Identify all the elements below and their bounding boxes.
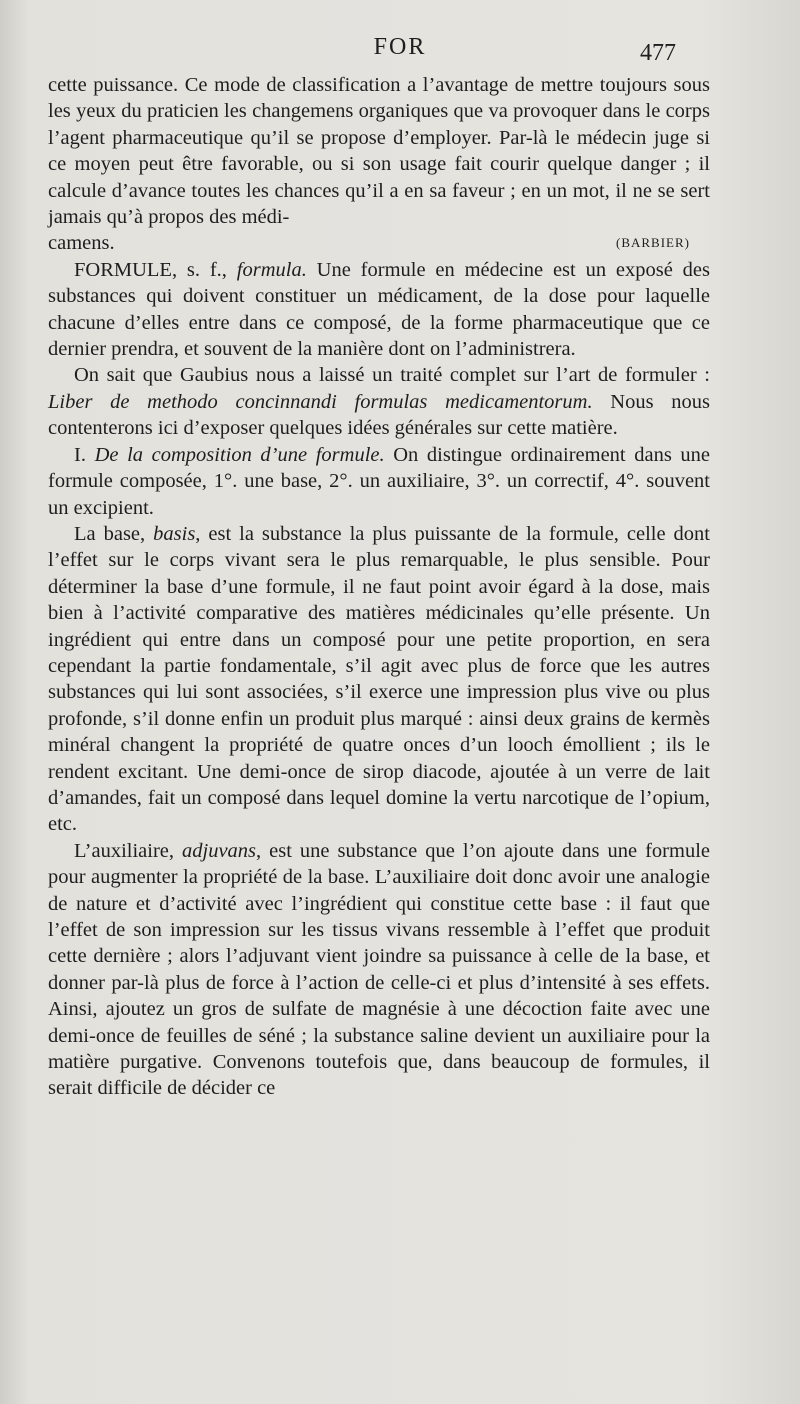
gaubius-book-title: Liber de methodo concinnandi formulas medicamentorum.: [48, 390, 593, 413]
running-head: FOR: [373, 34, 427, 60]
continuation-last-word: camens.: [48, 232, 115, 255]
entry-latin: formula.: [236, 258, 307, 281]
base-text-start: La base,: [74, 522, 154, 545]
continuation-text: cette puissance. Ce mode de classification a l’avantage de mettre toujours sous les yeux du praticien les changemens organiques que va provoquer dans le corps l’agent pharmaceutique qu’il se propose d’employer. Par-là le médecin juge si ce moyen peut être favorable, ou si son usage fait courir quelque danger ; il calcule d’avance toutes les chances qu’il a en sa faveur ; en un mot, il ne se sert jamais qu’à propos des médi-: [48, 74, 710, 229]
auxiliaire-text-start: L’auxiliaire,: [74, 839, 182, 862]
paragraph-formule: [48, 257, 710, 363]
auxiliaire-latin: adjuvans: [182, 839, 257, 862]
page-number: 477: [640, 40, 676, 66]
paragraph-base: [48, 521, 710, 838]
attribution-line: [48, 230, 710, 256]
base-latin: basis: [153, 522, 196, 545]
gaubius-text-end: Nous nous contenterons ici d’exposer quelques idées générales sur cette matière.: [48, 390, 710, 440]
gaubius-text: On sait que Gaubius nous a laissé un traité complet sur l’art de formuler :: [74, 364, 710, 387]
page-body: [48, 72, 710, 1102]
paragraph-continuation: [48, 72, 710, 230]
author-attribution: (BARBIER): [616, 235, 690, 251]
base-text: , est la substance la plus puissante de la formule, celle dont l’effet sur le corps vivant sera le plus remarquable, le plus sensible. Pour déterminer la base d’une formule, il ne faut point avoir égard à la dose, mais bien à l’activité comparative des matières médicinales qu’elle présente. Un ingrédient qui entre dans un composé pour une petite proportion, en sera cependant la partie fondamentale, s’il agit avec plus de force que les autres substances qui lui sont associées, s’il exerce une impression plus vive ou plus profonde, s’il donne enfin un produit plus marqué : ainsi deux grains de kermès minéral changent la propriété de quatre onces d’un looch émollient ; ils le rendent excitant. Une demi-once de sirop diacode, ajoutée à un verre de lait d’amandes, fait un composé dans lequel domine la vertu narcotique de l’opium, etc.: [48, 522, 711, 836]
entry-definition: Une formule en médecine est un exposé des substances qui doivent constituer un médicament, de la dose pour laquelle chacune d’elles entre dans ce composé, de la forme pharmaceutique que ce dernier prendra, et souvent de la manière dont on l’administrera.: [48, 258, 710, 361]
section-title: De la composition d’une formule.: [94, 443, 385, 466]
paragraph-section-one: [48, 442, 710, 521]
section-number: I.: [74, 443, 95, 466]
auxiliaire-text: , est une substance que l’on ajoute dans une formule pour augmenter la propriété de la base. L’auxiliaire doit donc avoir une analogie de nature et d’activité avec l’ingrédient qui constitue cette base : il faut que l’effet de son impression sur les tissus vivans ressemble à l’effet que produit cette dernière ; alors l’adjuvant vient joindre sa puissance à celle de la base, et donner par-là plus de force à l’action de celle-ci et plus d’intensité à ses effets. Ainsi, ajoutez un gros de sulfate de magnésie à une décoction faite avec une demi-once de feuilles de séné ; la substance saline devient un auxiliaire pour la matière purgative. Convenons toutefois que, dans beaucoup de formules, il serait difficile de décider ce: [48, 839, 710, 1100]
paragraph-gaubius: [48, 362, 710, 441]
section-text: On distingue ordinairement dans une formule composée, 1°. une base, 2°. un auxiliaire, 3°. un correctif, 4°. souvent un excipient.: [48, 443, 710, 519]
paragraph-auxiliaire: [48, 838, 710, 1102]
entry-headword: FORMULE, s. f.,: [74, 258, 237, 281]
